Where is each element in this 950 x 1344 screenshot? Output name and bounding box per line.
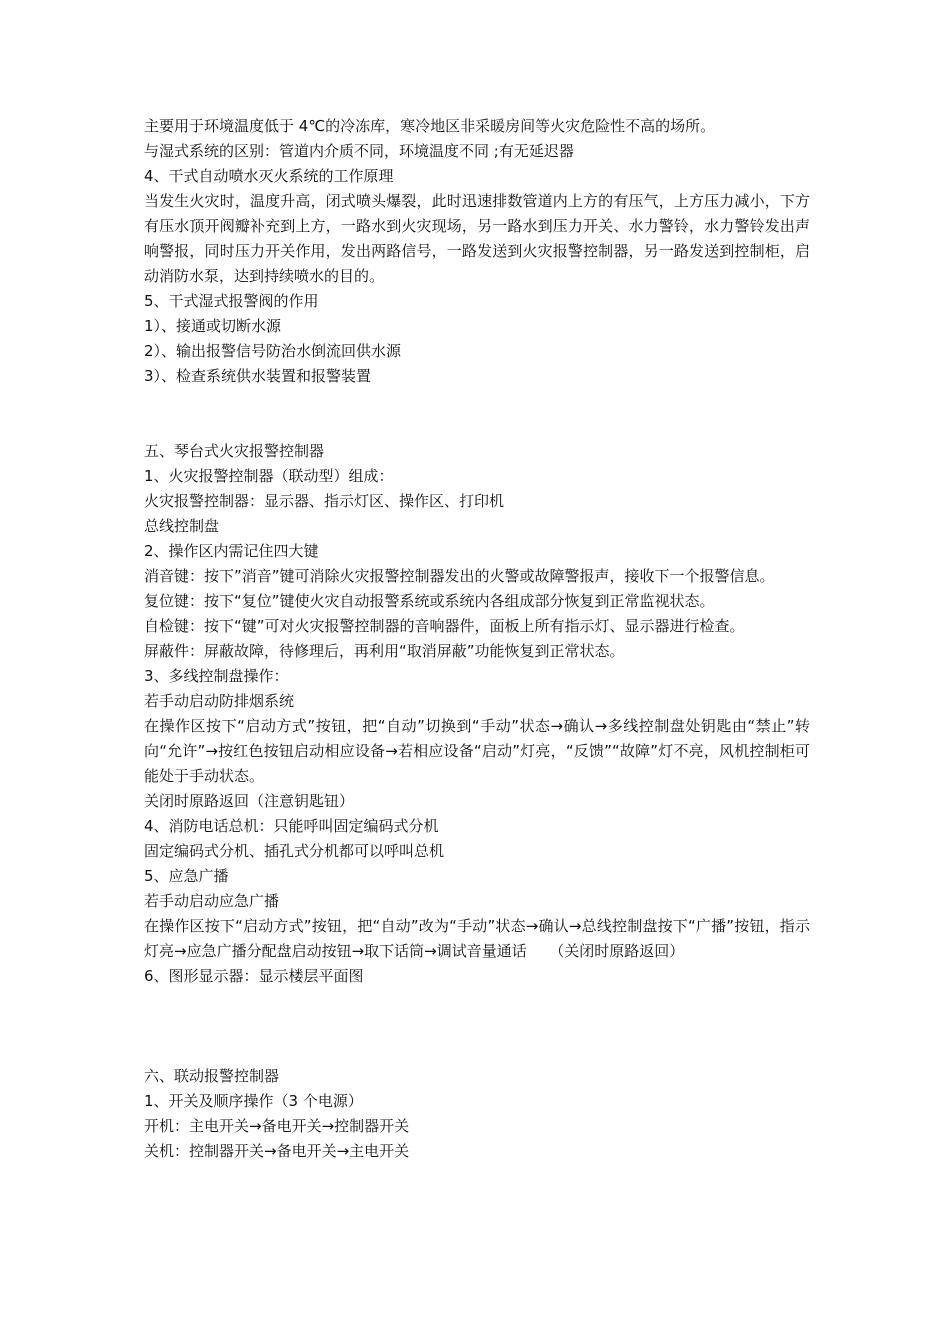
paragraph: 火灾报警控制器：显示器、指示灯区、操作区、打印机 — [144, 492, 505, 510]
document-page — [144, 114, 810, 1164]
list-item: 1）、接通或切断水源 — [144, 317, 282, 335]
paragraph: 在操作区按下“启动方式”按钮，把“自动”切换到“手动”状态→确认→多线控制盘处钥匙由“禁止”转向“允许”→按红色按钮启动相应设备→若相应设备“启动”灯亮，“反馈”“故障”灯不亮，风机控制柜可能处于手动状态。 — [144, 717, 810, 785]
list-item: 2）、输出报警信号防治水倒流回供水源 — [144, 342, 402, 360]
paragraph: 当发生火灾时，温度升高，闭式喷头爆裂，此时迅速排数管道内上方的有压气，上方压力减小，下方有压水顶开阀瓣补充到上方，一路水到火灾现场，另一路水到压力开关、水力警铃，水力警铃发出声响警报，同时压力开关作用，发出两路信号，一路发送到火灾报警控制器，另一路发送到控制柜，启动消防水泵，达到持续喷水的目的。 — [144, 192, 810, 285]
list-item: 3）、检查系统供水装置和报警装置 — [144, 367, 372, 385]
section-heading: 五、琴台式火灾报警控制器 — [144, 442, 325, 460]
heading: 5、干式湿式报警阀的作用 — [144, 292, 319, 310]
heading: 4、消防电话总机：只能呼叫固定编码式分机 — [144, 817, 439, 835]
heading: 1、火灾报警控制器（联动型）组成： — [144, 467, 394, 485]
section-heading: 六、联动报警控制器 — [144, 1067, 280, 1085]
heading: 5、应急广播 — [144, 867, 229, 885]
paragraph: 自检键：按下“键”可对火灾报警控制器的音响器件，面板上所有指示灯、显示器进行检查。 — [144, 617, 745, 635]
paragraph: 固定编码式分机、插孔式分机都可以呼叫总机 — [144, 842, 445, 860]
paragraph: 屏蔽件：屏蔽故障，待修理后，再利用“取消屏蔽”功能恢复到正常状态。 — [144, 642, 625, 660]
spacer — [144, 989, 810, 1064]
heading: 2、操作区内需记住四大键 — [144, 542, 319, 560]
paragraph: 若手动启动应急广播 — [144, 892, 280, 910]
paragraph: 总线控制盘 — [144, 517, 220, 535]
paragraph: 关闭时原路返回（注意钥匙钮） — [144, 792, 355, 810]
paragraph: 若手动启动防排烟系统 — [144, 692, 295, 710]
paragraph: 关机：控制器开关→备电开关→主电开关 — [144, 1142, 410, 1160]
heading: 6、图形显示器：显示楼层平面图 — [144, 967, 364, 985]
paragraph: 复位键：按下“复位”键使火灾自动报警系统或系统内各组成部分恢复到正常监视状态。 — [144, 592, 715, 610]
heading: 3、多线控制盘操作： — [144, 667, 289, 685]
paragraph: 开机：主电开关→备电开关→控制器开关 — [144, 1117, 410, 1135]
paragraph: 主要用于环境温度低于 4℃的冷冻库，寒冷地区非采暖房间等火灾危险性不高的场所。 — [144, 117, 716, 135]
paragraph: 消音键：按下”消音”键可消除火灾报警控制器发出的火警或故障警报声，接收下一个报警信息。 — [144, 567, 775, 585]
paragraph: 与湿式系统的区别：管道内介质不同，环境温度不同 ;有无延迟器 — [144, 142, 574, 160]
spacer — [144, 389, 810, 439]
paragraph: 在操作区按下“启动方式”按钮，把“自动”改为“手动”状态→确认→总线控制盘按下“广播”按钮，指示灯亮→应急广播分配盘启动按钮→取下话筒→调试音量通话 （关闭时原路返回） — [144, 917, 810, 960]
heading: 4、干式自动喷水灭火系统的工作原理 — [144, 167, 394, 185]
heading: 1、开关及顺序操作（3 个电源） — [144, 1092, 363, 1110]
